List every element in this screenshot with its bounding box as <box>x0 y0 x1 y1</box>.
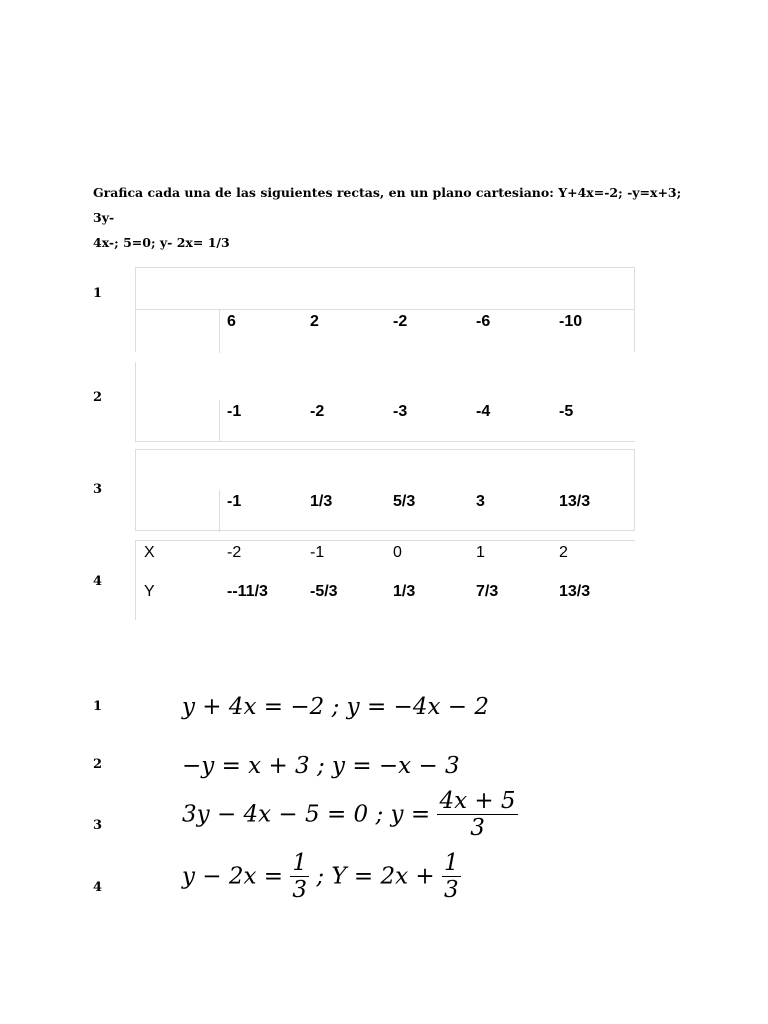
table-cell: 13/3 <box>559 583 591 600</box>
equation-number-1: 1 <box>93 699 103 714</box>
equation-4-fraction-2 <box>442 850 461 903</box>
fraction-denominator: 3 <box>292 877 308 903</box>
equation-number-3: 3 <box>93 818 103 833</box>
y-label: Y <box>144 583 155 600</box>
table-2 <box>135 362 635 442</box>
fraction-denominator: 3 <box>470 815 485 841</box>
fraction-denominator: 3 <box>443 877 459 903</box>
equation-4-mid: ; Y = 2x + <box>309 863 442 890</box>
x-label: X <box>144 544 155 561</box>
table-cell: 3 <box>476 493 485 510</box>
equation-4-fraction-1 <box>290 850 309 903</box>
table-cell: 0 <box>393 544 402 561</box>
table-cell: 5/3 <box>393 493 416 510</box>
table-cell: 2 <box>559 544 568 561</box>
table-number-4: 4 <box>93 574 103 589</box>
equation-4 <box>182 850 461 903</box>
equation-2: −y = x + 3 ; y = −x − 3 <box>182 753 460 779</box>
table-cell: 6 <box>227 313 236 330</box>
table-cell: 1 <box>476 544 485 561</box>
table-cell: -5 <box>559 403 574 420</box>
table-cell: -6 <box>476 313 491 330</box>
equation-4-lhs: y − 2x = <box>182 863 291 890</box>
table-cell: -3 <box>393 403 408 420</box>
table-cell: 1/3 <box>393 583 416 600</box>
table-cell: -4 <box>476 403 491 420</box>
table-1 <box>135 267 635 352</box>
table-cell: -1 <box>310 544 325 561</box>
table-cell: -10 <box>559 313 583 330</box>
table-cell: -2 <box>393 313 408 330</box>
table-cell: 1/3 <box>310 493 333 510</box>
table-cell: 2 <box>310 313 319 330</box>
equation-3 <box>182 788 518 841</box>
table-4 <box>135 540 635 620</box>
equation-number-2: 2 <box>93 757 103 772</box>
table-number-3: 3 <box>93 482 103 497</box>
table-cell: -1 <box>227 403 242 420</box>
table-cell: -1 <box>227 493 242 510</box>
table-cell: -5/3 <box>310 583 338 600</box>
table-cell: -2 <box>310 403 325 420</box>
fraction-numerator: 1 <box>443 850 459 876</box>
exercise-prompt <box>93 180 693 255</box>
table-3 <box>135 449 635 531</box>
fraction-numerator: 1 <box>292 850 308 876</box>
table-cell: -2 <box>227 544 242 561</box>
table-number-2: 2 <box>93 390 103 405</box>
table-cell: 7/3 <box>476 583 499 600</box>
fraction-numerator: 4x + 5 <box>439 788 516 814</box>
table-number-1: 1 <box>93 286 103 301</box>
equation-number-4: 4 <box>93 880 103 895</box>
table-cell: 13/3 <box>559 493 591 510</box>
prompt-line-2: 4x-; 5=0; y- 2x= 1/3 <box>93 235 230 250</box>
table-cell: --11/3 <box>227 583 268 600</box>
prompt-line-1: Grafica cada una de las siguientes rectas, en un plano cartesiano: Y+4x=-2; -y=x+3; 3y- <box>93 185 682 225</box>
equation-1: y + 4x = −2 ; y = −4x − 2 <box>182 694 489 720</box>
equation-3-lhs: 3y − 4x − 5 = 0 ; y = <box>182 801 438 828</box>
equation-3-fraction <box>437 788 517 841</box>
